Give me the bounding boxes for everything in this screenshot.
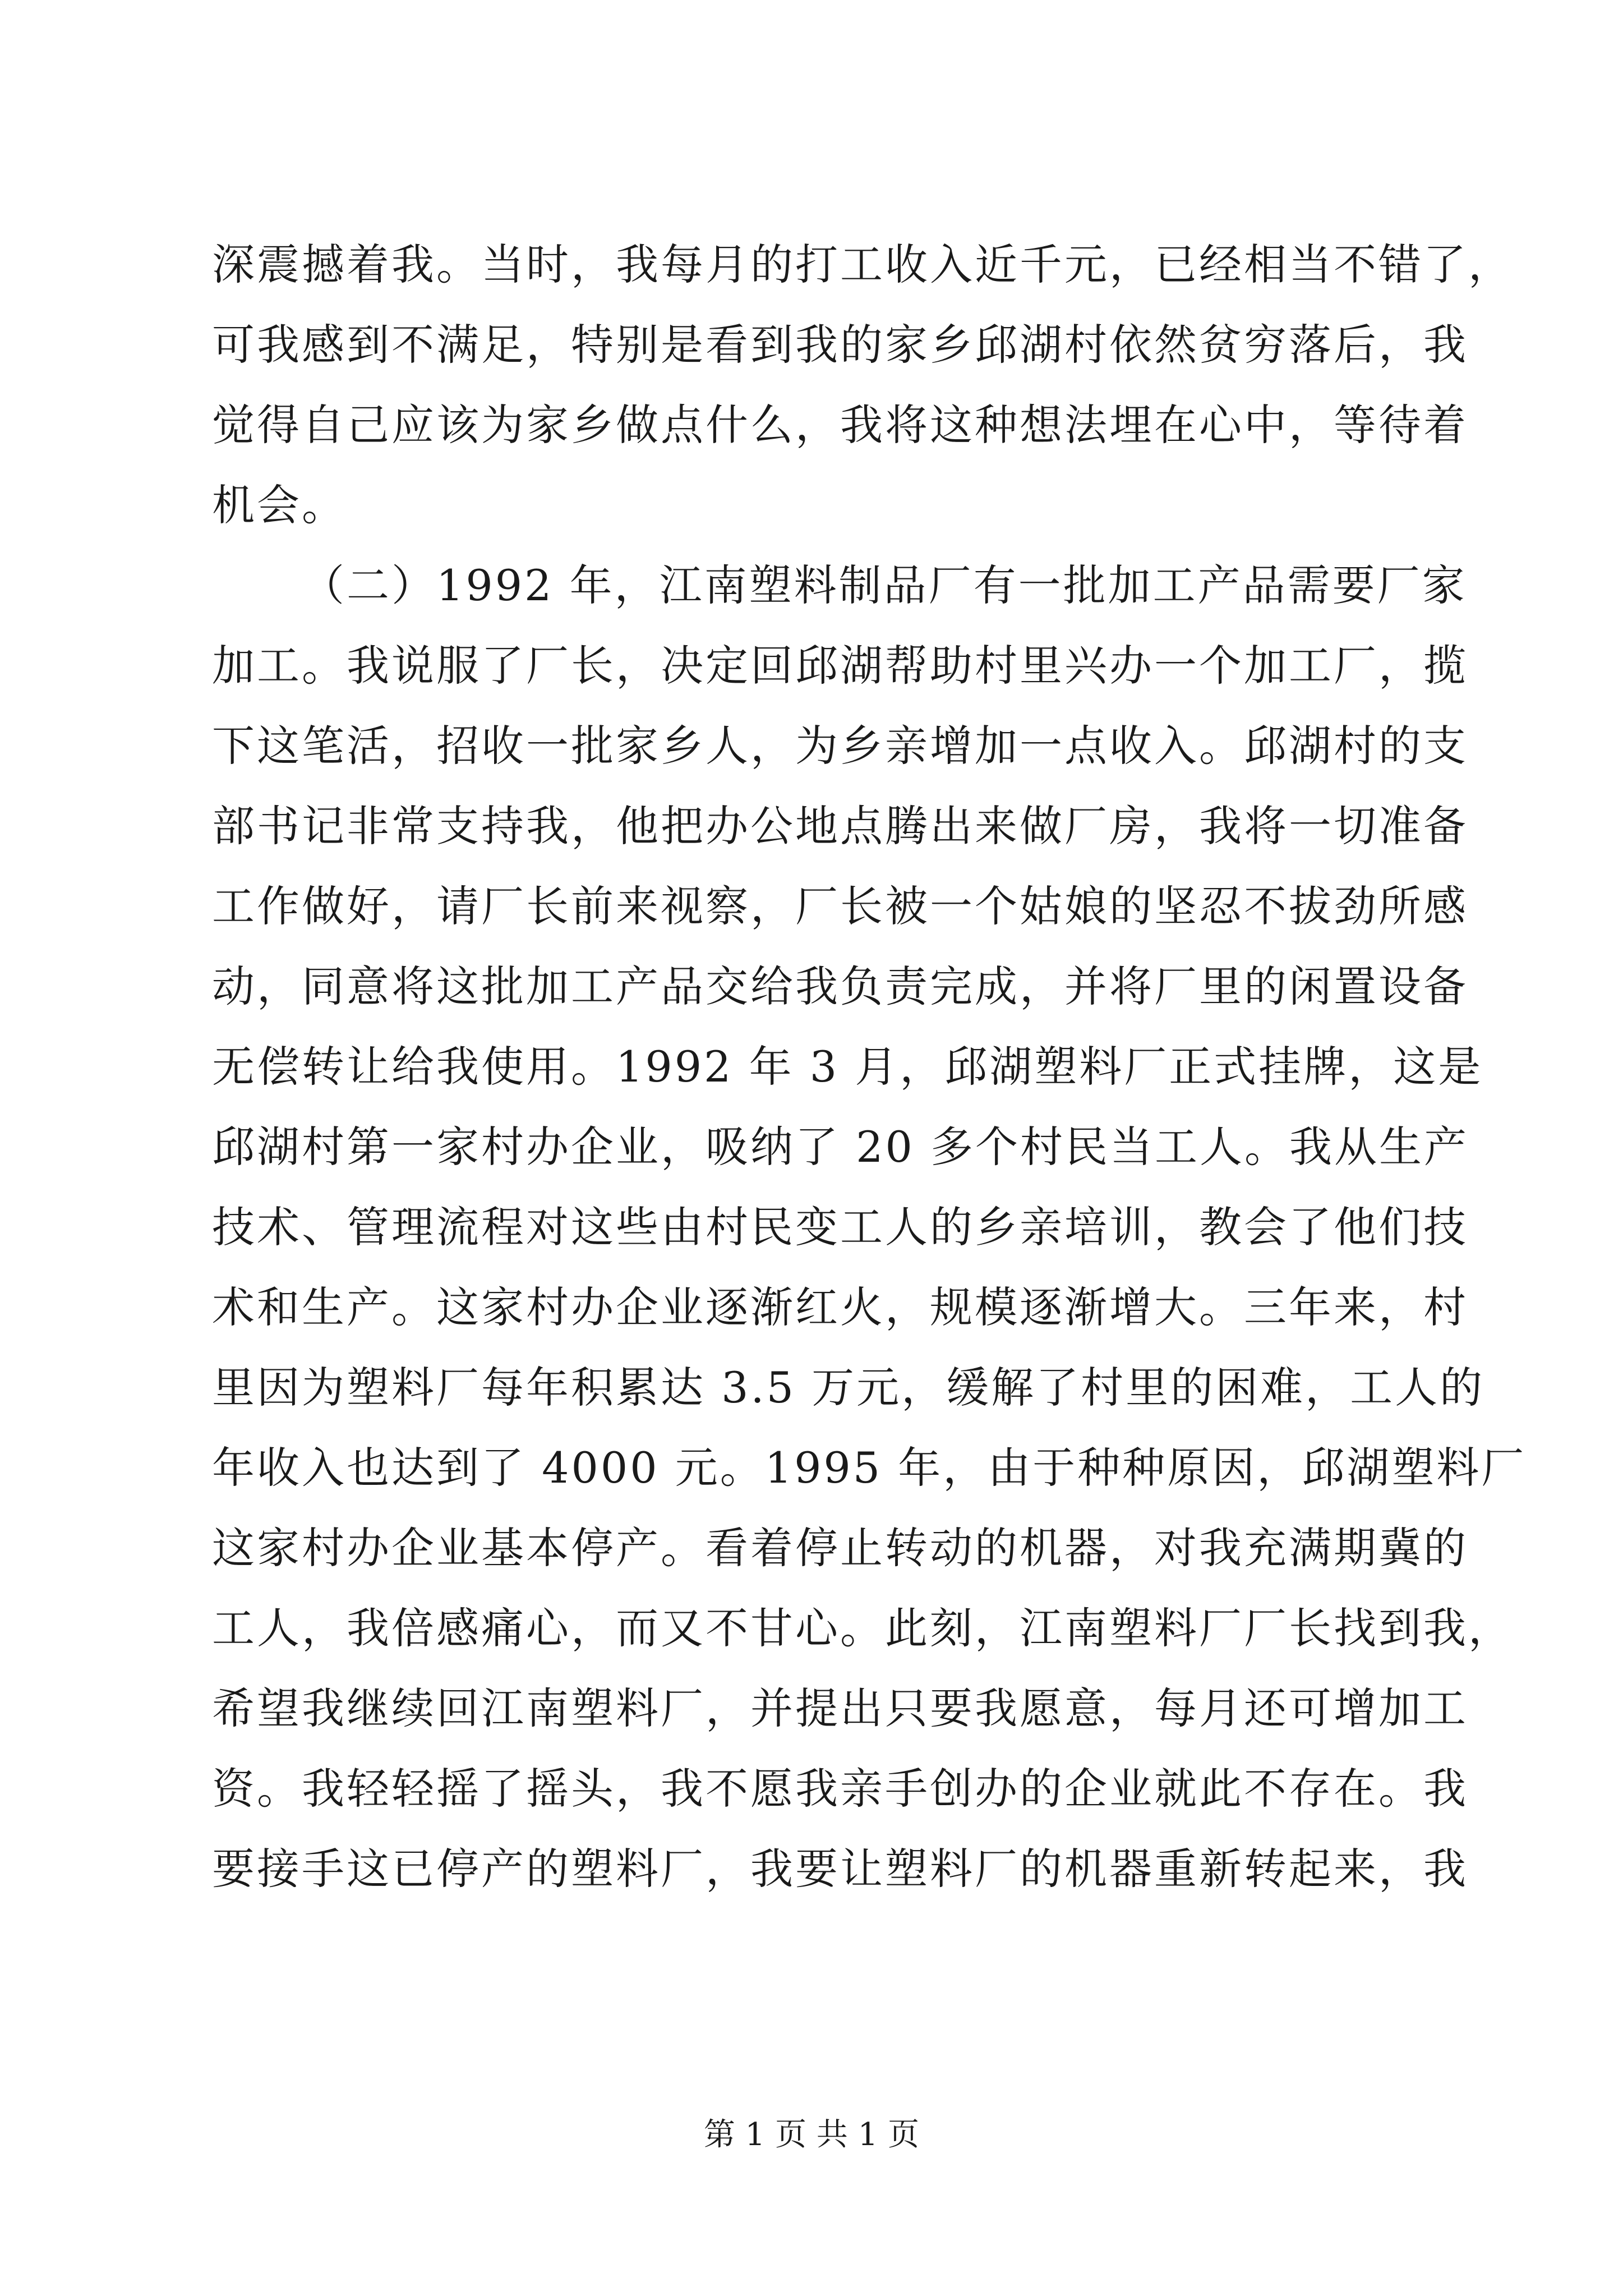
- text-line: 资。我轻轻摇了摇头，我不愿我亲手创办的企业就此不存在。我: [212, 1764, 1468, 1814]
- text-line: 希望我继续回江南塑料厂，并提出只要我愿意，每月还可增加工: [212, 1683, 1468, 1733]
- text-line: 深震撼着我。当时，我每月的打工收入近千元，已经相当不错了，: [212, 240, 1513, 289]
- text-line: 机会。: [212, 480, 347, 530]
- text-line: 这家村办企业基本停产。看着停止转动的机器，对我充满期冀的: [212, 1523, 1468, 1573]
- text-line: 技术、管理流程对这些由村民变工人的乡亲培训，教会了他们技: [212, 1202, 1468, 1252]
- text-line: 术和生产。这家村办企业逐渐红火，规模逐渐增大。三年来，村: [212, 1282, 1468, 1332]
- text-line: 下这笔活，招收一批家乡人，为乡亲增加一点收入。邱湖村的支: [212, 721, 1468, 771]
- text-line: 邱湖村第一家村办企业，吸纳了 20 多个村民当工人。我从生产: [212, 1122, 1469, 1172]
- text-line: 觉得自己应该为家乡做点什么，我将这种想法埋在心中，等待着: [212, 400, 1468, 450]
- text-line: 年收入也达到了 4000 元。1995 年，由于种种原因，邱湖塑料厂: [212, 1443, 1527, 1493]
- text-line: 无偿转让给我使用。1992 年 3 月，邱湖塑料厂正式挂牌，这是: [212, 1042, 1483, 1092]
- body-text: [212, 224, 1527, 1909]
- text-line: 要接手这已停产的塑料厂，我要让塑料厂的机器重新转起来，我: [212, 1844, 1468, 1894]
- text-line: 加工。我说服了厂长，决定回邱湖帮助村里兴办一个加工厂，揽: [212, 641, 1468, 691]
- text-line: 动，同意将这批加工产品交给我负责完成，并将厂里的闲置设备: [212, 961, 1468, 1011]
- text-line: 里因为塑料厂每年积累达 3.5 万元，缓解了村里的困难，工人的: [212, 1363, 1485, 1412]
- text-line: 工人，我倍感痛心，而又不甘心。此刻，江南塑料厂厂长找到我，: [212, 1603, 1513, 1653]
- page-number-label: 第 1 页 共 1 页: [703, 2116, 920, 2153]
- text-line: 可我感到不满足，特别是看到我的家乡邱湖村依然贫穷落后，我: [212, 320, 1468, 370]
- text-line: 部书记非常支持我，他把办公地点腾出来做厂房，我将一切准备: [212, 801, 1468, 851]
- text-line: 工作做好，请厂长前来视察，厂长被一个姑娘的坚忍不拔劲所感: [212, 881, 1468, 931]
- text-line: （二）1992 年，江南塑料制品厂有一批加工产品需要厂家: [302, 560, 1467, 610]
- page-footer: [0, 2113, 1623, 2157]
